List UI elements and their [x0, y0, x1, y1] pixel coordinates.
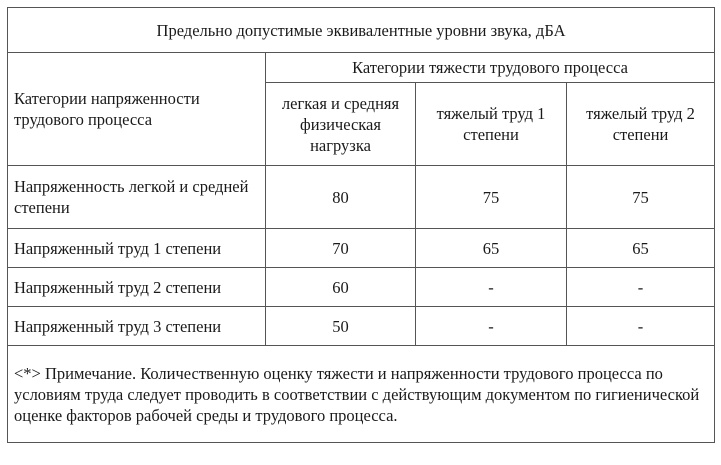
table-cell: -	[567, 307, 715, 346]
note-row	[8, 346, 715, 443]
row-header-label: Категории напряженности трудового процесса	[8, 53, 266, 166]
noise-levels-table	[7, 7, 715, 443]
table-cell: 75	[416, 166, 567, 229]
table-row	[8, 229, 715, 268]
table-cell: -	[567, 268, 715, 307]
title-row	[8, 8, 715, 53]
table-cell: 80	[266, 166, 416, 229]
column-header-heavy-2: тяжелый труд 2 степени	[567, 83, 715, 166]
table-cell: 75	[567, 166, 715, 229]
footnote: <*> Примечание. Количественную оценку тяжести и напряженности трудового процесса по условиям труда следует проводить в соответствии с действующим документом по гигиенической оценке факторов рабочей среды и трудового процесса.	[8, 346, 715, 443]
row-label: Напряженность легкой и средней степени	[8, 166, 266, 229]
table-cell: 65	[416, 229, 567, 268]
row-label: Напряженный труд 3 степени	[8, 307, 266, 346]
row-label: Напряженный труд 1 степени	[8, 229, 266, 268]
table-row	[8, 268, 715, 307]
table-cell: -	[416, 268, 567, 307]
column-header-light-medium: легкая и средняя физическая нагрузка	[266, 83, 416, 166]
header-row-1	[8, 53, 715, 83]
table-row	[8, 166, 715, 229]
table-cell: 65	[567, 229, 715, 268]
table-cell: -	[416, 307, 567, 346]
table-cell: 50	[266, 307, 416, 346]
column-group-header: Категории тяжести трудового процесса	[266, 53, 715, 83]
table-cell: 70	[266, 229, 416, 268]
column-header-heavy-1: тяжелый труд 1 степени	[416, 83, 567, 166]
table-row	[8, 307, 715, 346]
table-title: Предельно допустимые эквивалентные уровни звука, дБА	[8, 8, 715, 53]
table-cell: 60	[266, 268, 416, 307]
row-label: Напряженный труд 2 степени	[8, 268, 266, 307]
